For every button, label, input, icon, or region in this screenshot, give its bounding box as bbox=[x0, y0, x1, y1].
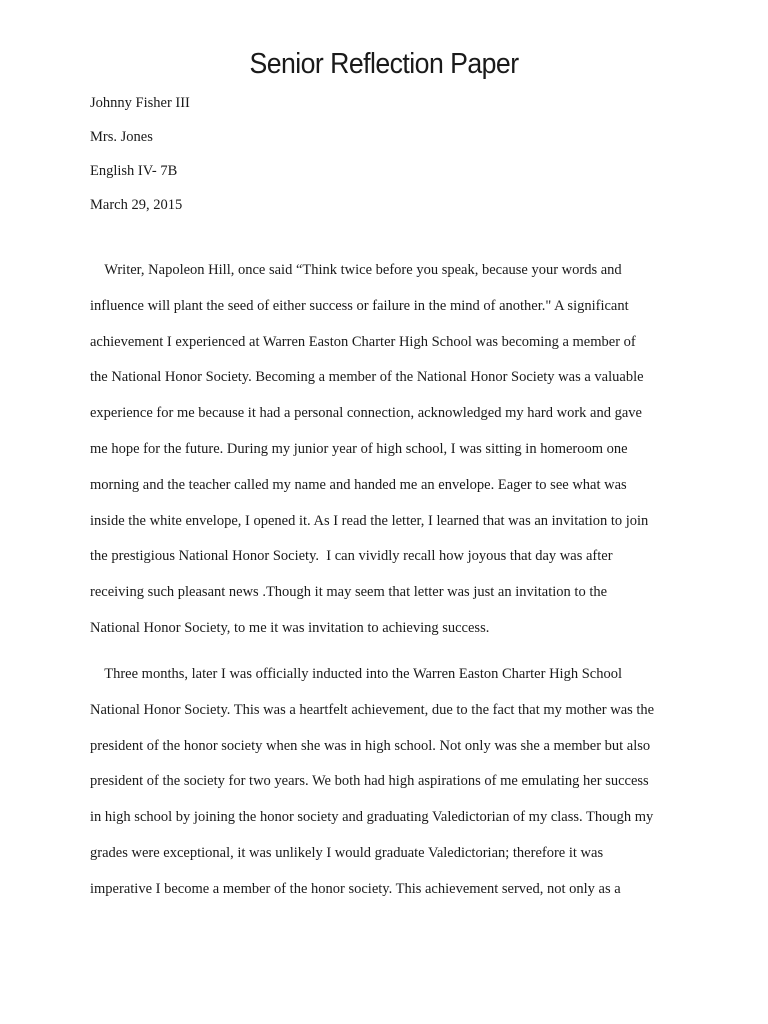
text-line: me hope for the future. During my junior year of high school, I was sitting in homeroom one bbox=[90, 440, 628, 457]
text-line: imperative I become a member of the honor society. This achievement served, not only as a bbox=[90, 881, 621, 898]
text-line: Writer, Napoleon Hill, once said “Think twice before you speak, because your words and bbox=[90, 262, 622, 278]
text-line: in high school by joining the honor society and graduating Valedictorian of my class. Though my bbox=[90, 809, 654, 826]
text-line: president of the society for two years. We both had high aspirations of me emulating her success bbox=[90, 773, 649, 790]
text-line: president of the honor society when she was in high school. Not only was she a member but also bbox=[90, 737, 651, 754]
text-line: the prestigious National Honor Society. I can vividly recall how joyous that day was after bbox=[90, 548, 613, 565]
text-line: experience for me because it had a personal connection, acknowledged my hard work and gave bbox=[90, 405, 642, 422]
text-line: receiving such pleasant news .Though it may seem that letter was just an invitation to the bbox=[90, 584, 608, 601]
text-line: influence will plant the seed of either success or failure in the mind of another." A significant bbox=[90, 297, 629, 314]
text-line: National Honor Society, to me it was invitation to achieving success. bbox=[90, 619, 490, 636]
paragraph bbox=[90, 663, 690, 914]
teacher-name: Mrs. Jones bbox=[90, 129, 153, 145]
author-name: Johnny Fisher III bbox=[90, 95, 190, 111]
text-line: inside the white envelope, I opened it. As I read the letter, I learned that was an invitation to join bbox=[90, 512, 649, 529]
text-line: Three months, later I was officially inducted into the Warren Easton Charter High School bbox=[90, 665, 622, 682]
text-line: grades were exceptional, it was unlikely I would graduate Valedictorian; therefore it was bbox=[90, 845, 604, 862]
text-line: the National Honor Society. Becoming a member of the National Honor Society was a valuable bbox=[90, 369, 644, 386]
text-line: morning and the teacher called my name and handed me an envelope. Eager to see what was bbox=[90, 476, 627, 493]
course-name: English IV- 7B bbox=[90, 163, 178, 179]
document-date: March 29, 2015 bbox=[90, 197, 183, 213]
text-line: achievement I experienced at Warren Easton Charter High School was becoming a member of bbox=[90, 333, 636, 350]
text-line: National Honor Society. This was a heartfelt achievement, due to the fact that my mother was the bbox=[90, 701, 655, 718]
paragraph bbox=[90, 259, 690, 653]
author-header bbox=[90, 93, 190, 229]
page-title: Senior Reflection Paper bbox=[249, 48, 519, 80]
document-body bbox=[90, 259, 690, 914]
